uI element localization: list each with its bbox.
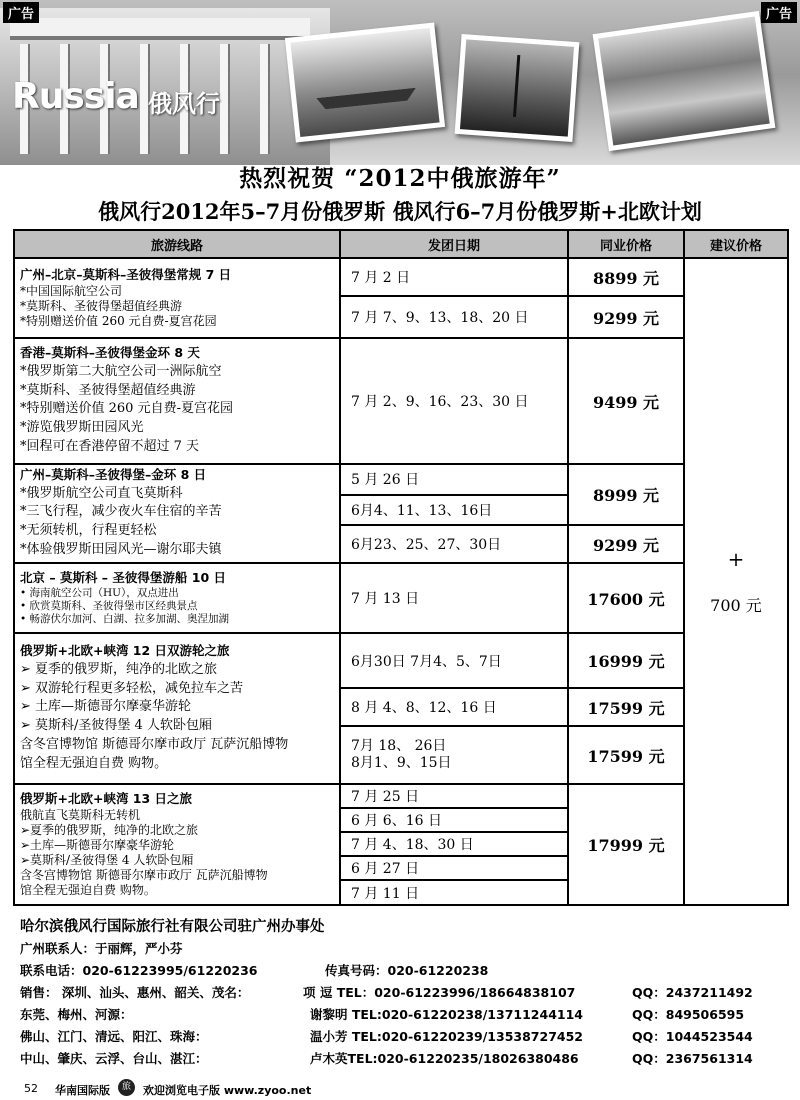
website-link[interactable]: 欢迎浏览电子版 www.zyoo.net	[143, 1084, 312, 1097]
sales-row: 中山、肇庆、云浮、台山、湛江： 卢木英TEL:020-61220235/18026380486 QQ：2367561314	[20, 1051, 753, 1066]
palace-photo	[593, 11, 776, 151]
tour-date: 7 月 11 日	[340, 880, 568, 905]
sales-row: 东莞、梅州、河源： 谢黎明 TEL:020-61220238/13711244114 QQ：849506595	[20, 1007, 745, 1022]
ad-label-left: 广告	[3, 2, 39, 23]
tour-date: 7 月 2、9、16、23、30 日	[340, 338, 568, 464]
tour-route: 广州–北京–莫斯科–圣彼得堡常规 7 日 *中国国际航空公司 *莫斯科、圣彼得堡超值经典游 *特别赠送价值 260 元自费-夏宫花园	[14, 258, 340, 338]
ad-label-right: 广告	[761, 2, 797, 23]
tour-price: 9499 元	[568, 338, 684, 464]
tour-route: 广州–莫斯科–圣彼得堡–金环 8 日 *俄罗斯航空公司直飞莫斯科 *三飞行程，减少夜火车住宿的辛苦 *无须转机，行程更轻松 *体验俄罗斯田园风光—谢尔耶夫镇	[14, 464, 340, 563]
tour-price: 17999 元	[568, 784, 684, 905]
contact-section	[20, 915, 790, 1071]
tour-date: 6 月 6、16 日	[340, 808, 568, 832]
tour-price: 17600 元	[568, 563, 684, 633]
tour-date: 8 月 4、8、12、16 日	[340, 688, 568, 726]
tour-price: 8899 元	[568, 258, 684, 296]
company-name: 哈尔滨俄风行国际旅行社有限公司驻广州办事处	[20, 919, 325, 935]
header-date: 发团日期	[340, 230, 568, 258]
tour-date: 6月4、11、13、16日	[340, 495, 568, 526]
tour-date: 6月23、25、27、30日	[340, 525, 568, 563]
subheadline: 俄风行2012年5–7月份俄罗斯 俄风行6–7月份俄罗斯+北欧计划	[98, 199, 702, 224]
tour-date: 7 月 4、18、30 日	[340, 832, 568, 856]
tour-price: 17599 元	[568, 688, 684, 726]
page-footer	[0, 1078, 800, 1100]
suggested-price: + 700 元	[684, 258, 788, 905]
header-suggested-price: 建议价格	[684, 230, 788, 258]
tour-price: 17599 元	[568, 726, 684, 784]
spire-photo	[455, 34, 580, 142]
tour-price: 8999 元	[568, 464, 684, 525]
tour-price: 9299 元	[568, 296, 684, 338]
tour-date: 7 月 13 日	[340, 563, 568, 633]
tour-date: 6 月 27 日	[340, 856, 568, 880]
tour-date: 7 月 2 日	[340, 258, 568, 296]
phone: 联系电话：020-61223995/61220236	[20, 963, 258, 978]
tour-date: 7月 18、 26日 8月1、9、15日	[340, 726, 568, 784]
header-peer-price: 同业价格	[568, 230, 684, 258]
tour-route: 俄罗斯+北欧+峡湾 12 日双游轮之旅 ➢ 夏季的俄罗斯，纯净的北欧之旅 ➢ 双游轮行程更多轻松，减免拉车之苦 ➢ 土库—斯德哥尔摩豪华游轮 ➢ 莫斯科/圣彼得堡 4 人软卧包厢 含冬宫博物馆 斯德哥尔摩市政厅 瓦萨沉船博物 馆全程无强迫自费 购物。	[14, 633, 340, 784]
russia-logo: Russia	[12, 76, 139, 117]
contacts-label: 广州联系人：于丽辉，严小芬	[20, 941, 183, 956]
sales-row: 销售： 深圳、汕头、惠州、韶关、茂名： 项 逗 TEL：020-61223996/18664838107 QQ：2437211492	[20, 985, 753, 1000]
tour-price: 9299 元	[568, 525, 684, 563]
tour-price: 16999 元	[568, 633, 684, 688]
cruiser-photo	[285, 22, 445, 142]
magazine-name: 华南国际版	[55, 1084, 110, 1097]
headline: 热烈祝贺 “2012中俄旅游年”	[239, 165, 561, 192]
page-number: 52	[24, 1082, 38, 1095]
phone-fax-line	[20, 961, 790, 983]
tour-date: 7 月 25 日	[340, 784, 568, 808]
fax: 传真号码：020-61220238	[325, 963, 489, 978]
russia-logo-cn: 俄风行	[148, 90, 220, 118]
tour-date: 7 月 7、9、13、18、20 日	[340, 296, 568, 338]
sales-row: 佛山、江门、清远、阳江、珠海： 温小芳 TEL:020-61220239/13538727452 QQ：1044523544	[20, 1029, 753, 1044]
header-route: 旅游线路	[14, 230, 340, 258]
tour-price-table	[13, 229, 789, 906]
tour-route: 北京 – 莫斯科 – 圣彼得堡游船 10 日 • 海南航空公司（HU），双点进出 • 欣赏莫斯科、圣彼得堡市区经典景点 • 畅游伏尔加河、白湖、拉多加湖、奥涅加湖	[14, 563, 340, 633]
tour-date: 5 月 26 日	[340, 464, 568, 495]
magazine-logo-icon: 旅	[118, 1079, 135, 1096]
tour-route: 俄罗斯+北欧+峡湾 13 日之旅 俄航直飞莫斯科无转机 ➢夏季的俄罗斯，纯净的北欧之旅 ➢土库—斯德哥尔摩豪华游轮 ➢莫斯科/圣彼得堡 4 人软卧包厢 含冬宫博物馆 斯德哥尔摩市政厅 瓦萨沉船博物 馆全程无强迫自费 购物。	[14, 784, 340, 905]
tour-date: 6月30日 7月4、5、7日	[340, 633, 568, 688]
banner	[0, 0, 800, 165]
tour-route: 香港–莫斯科–圣彼得堡金环 8 天 *俄罗斯第二大航空公司一洲际航空 *莫斯科、圣彼得堡超值经典游 *特别赠送价值 260 元自费-夏宫花园 *游览俄罗斯田园风光 *回程可在香港停留不超过 7 天	[14, 338, 340, 464]
